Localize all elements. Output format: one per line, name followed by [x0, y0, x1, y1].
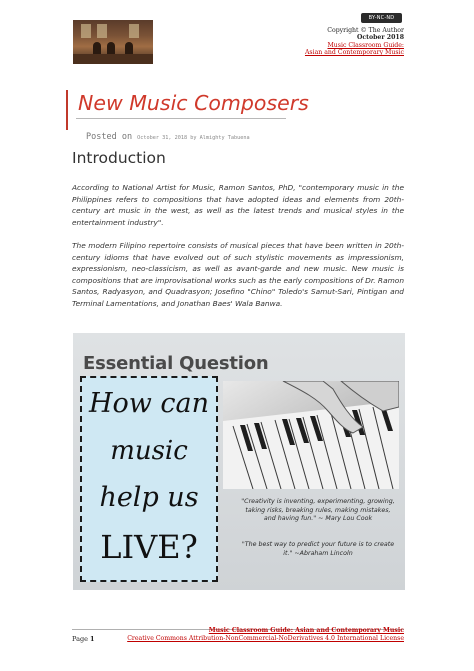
question-line-3: help us [99, 482, 199, 513]
footer-license-link[interactable]: Creative Commons Attribution-NonCommercial-NoDerivatives 4.0 International License [127, 634, 404, 642]
cc-license-badge [361, 13, 402, 23]
title-accent-bar [66, 90, 68, 130]
essential-question-image [73, 333, 405, 590]
paragraph-1: According to National Artist for Music, Ramon Santos, PhD, "contemporary music in the Philippines refers to compositions that have adopted ideas and elements from 20th-century art music in the west, as well as the latest trends and musical styles in the entertainment industry". [72, 183, 404, 227]
quote-mary-lou-cook: "Creativity is inventing, experimenting, growing, taking risks, breaking rules, making mistakes, and having fun." ~ Mary Lou Cook [241, 498, 395, 523]
guide-link[interactable]: Music Classroom Guide: [327, 41, 404, 49]
question-line-1: How can [88, 388, 210, 419]
paragraph-2: The modern Filipino repertoire consists of musical pieces that have been written in 20th-century idioms that have evolved out of such stylistic movements as impressionism, expressionism, neo-classicism, as well as avant-garde and new music. New music is compositions that are improvisational works such as the early compositions of Dr. Ramon Santos, Radyasyon, and Quadrasyon; Josefino "Chino" Toledo's Samut-Sari, Pintigan and Terminal Lamentations, and Jonathan Baes' Wala Banwa. [72, 241, 404, 308]
page-number [72, 635, 95, 643]
question-line-4: LIVE? [100, 528, 198, 566]
page-title: New Music Composers [78, 91, 309, 115]
header-info [204, 27, 404, 57]
cc-badge-label: BY-NC-ND [368, 15, 395, 21]
title-divider [76, 118, 286, 119]
posted-date-author: October 31, 2018 by Almighty Tabuena [137, 135, 250, 141]
piano-hands-illustration [223, 381, 399, 489]
issue-date: October 2018 [356, 34, 404, 42]
section-heading: Introduction [72, 149, 166, 167]
question-card [80, 376, 218, 582]
footer-info [104, 627, 404, 643]
essential-question-heading: Essential Question [83, 353, 269, 374]
footer-guide-title[interactable]: Music Classroom Guide: Asian and Contemporary Music [208, 627, 404, 634]
guide-link-sub[interactable]: Asian and Contemporary Music [304, 49, 404, 57]
page-number-value: 1 [90, 635, 95, 643]
quote-abraham-lincoln: "The best way to predict your future is to create it." ~Abraham Lincoln [241, 541, 395, 557]
page-label: Page [72, 635, 88, 643]
copyright-text: Copyright © The Author [327, 27, 404, 34]
post-meta [86, 124, 250, 143]
header-classroom-photo [73, 20, 153, 64]
posted-label: Posted on [86, 132, 133, 142]
question-line-2: music [110, 436, 188, 466]
